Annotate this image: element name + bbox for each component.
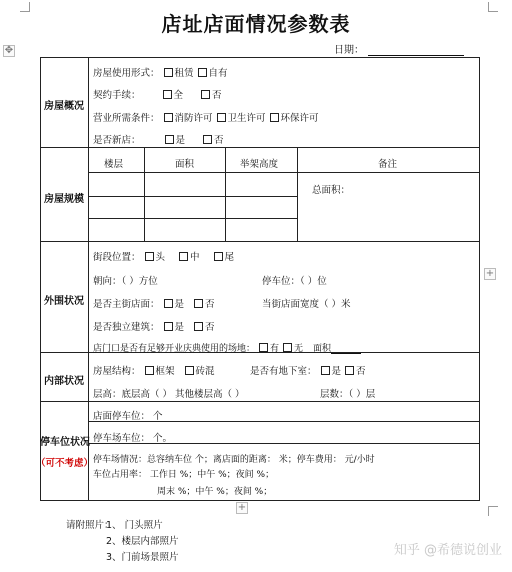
frontage-text: 当街店面宽度（ ）米 [262,299,351,310]
scale-row-divider [88,172,480,173]
scale-row-divider [88,218,297,219]
checkbox[interactable] [321,366,330,375]
option-label: 有 [270,344,280,354]
option-label: 无 [294,344,304,354]
total-area-label: 总面积： [312,185,351,196]
checkbox[interactable] [194,322,203,331]
occupancy-text: 车位占用率： 工作日 %；中午 %；夜间 %； [93,470,275,480]
contract-row [93,87,222,101]
checkbox[interactable] [164,322,173,331]
checkbox[interactable] [217,113,226,122]
scale-row-divider [88,196,297,197]
scale-col-divider [144,147,145,241]
option-label: 框架 [155,366,175,377]
header-area: 面积 [175,159,195,170]
orientation-text: 朝向：（ ）方位 [93,276,158,287]
add-column-plus-icon[interactable]: + [485,268,495,279]
option-label: 消防许可 [174,113,213,124]
basement-row [250,363,366,377]
attachment-item: 3、门前场景照片 [106,552,179,563]
section-label-exterior: 外围状况 [44,296,84,307]
crop-mark-bottom-right [488,506,498,516]
option-label: 否 [356,366,366,377]
watermark: 知乎 @希德说创业 [393,543,502,558]
checkbox[interactable] [185,366,194,375]
checkbox[interactable] [283,343,292,352]
option-label: 是 [174,299,185,310]
checkbox[interactable] [214,252,223,261]
option-label: 卫生许可 [227,113,266,124]
date-label: 日期： [334,45,364,56]
option-label: 全 [173,90,184,101]
checkbox[interactable] [163,90,172,99]
date-input-line[interactable] [368,45,464,56]
attachment-item: 1、 门头照片 [106,520,163,531]
checkbox[interactable] [164,299,173,308]
option-label: 是 [175,135,186,146]
independent-building-label: 是否独立建筑： [93,322,160,333]
checkbox[interactable] [165,135,174,144]
parking-spaces-text: 停车位：（ ）位 [262,276,327,287]
checkbox[interactable] [345,366,354,375]
floor-heights-text: 层高：底层高（ ） 其他楼层高（ ） [93,389,245,400]
business-conditions-label: 营业所需条件： [93,113,160,124]
row-divider [40,147,480,148]
checkbox[interactable] [270,113,279,122]
checkbox[interactable] [145,366,154,375]
event-space-row [93,341,361,354]
usage-form-label: 房屋使用形式： [93,68,160,79]
section-label-interior: 内部状况 [44,376,84,387]
basement-label: 是否有地下室： [250,366,317,377]
row-divider [40,241,480,242]
section-label-building-scale: 房屋规模 [44,194,84,205]
weekend-occupancy-text: 周末 %；中午 %；夜间 %； [157,487,273,497]
option-label: 是 [331,366,342,377]
option-label: 尾 [224,252,235,263]
checkbox[interactable] [201,90,210,99]
main-street-row [93,296,215,310]
event-space-label: 店门口是否有足够开业庆典使用的场地： [93,344,256,354]
header-ceiling-height: 举架高度 [240,159,279,170]
option-label: 自有 [208,68,228,79]
lot-parking-text: 停车场车位： 个。 [93,433,173,444]
attachments-label: 请附照片： [66,520,114,531]
checkbox[interactable] [203,135,212,144]
checkbox[interactable] [179,252,188,261]
scale-col-divider [225,147,226,241]
checkbox[interactable] [259,343,268,352]
floor-count-text: 层数：（ ）层 [320,389,376,400]
date-field[interactable] [334,41,464,56]
option-label: 头 [155,252,166,263]
business-conditions-row [93,110,319,124]
new-store-label: 是否新店： [93,135,141,146]
street-position-row [93,249,234,263]
attachment-item: 2、楼层内部照片 [106,536,179,547]
label-column-divider [88,57,89,501]
checkbox[interactable] [198,68,207,77]
option-label: 否 [205,322,215,333]
area-label: 面积 [313,344,332,354]
checkbox[interactable] [145,252,154,261]
store-parking-text: 店面停车位： 个 [93,411,163,422]
option-label: 租赁 [174,68,194,79]
option-label: 否 [212,90,222,101]
document-title: 店址店面情况参数表 [161,12,351,36]
move-icon[interactable]: ✥ [4,45,14,56]
checkbox[interactable] [164,113,173,122]
option-label: 环保许可 [280,113,319,124]
section-label-building-overview: 房屋概况 [44,101,84,112]
option-label: 是 [174,322,185,333]
contract-label: 契约手续： [93,90,141,101]
header-remarks: 备注 [378,159,398,170]
option-label: 砖混 [195,366,215,377]
header-floor: 楼层 [104,159,124,170]
checkbox[interactable] [164,68,173,77]
scale-col-divider [297,147,298,241]
checkbox[interactable] [194,299,203,308]
section-note-optional: （可不考虑） [36,458,94,469]
usage-form-row [93,65,228,79]
section-label-parking: 停车位状况 [40,437,90,448]
structure-row [93,363,215,377]
structure-label: 房屋结构： [93,366,141,377]
option-label: 中 [190,252,200,263]
option-label: 否 [205,299,215,310]
option-label: 否 [214,135,224,146]
independent-building-row [93,319,215,333]
add-row-plus-icon[interactable]: + [237,502,247,513]
street-position-label: 街段位置： [93,252,141,263]
lot-status-text: 停车场情况：总容纳车位 个；离店面的距离： 米；停车费用： 元/小时 [93,455,375,465]
new-store-row [93,132,224,146]
main-street-label: 是否主街店面： [93,299,160,310]
row-divider [40,401,480,402]
area-input-line[interactable] [331,344,361,354]
